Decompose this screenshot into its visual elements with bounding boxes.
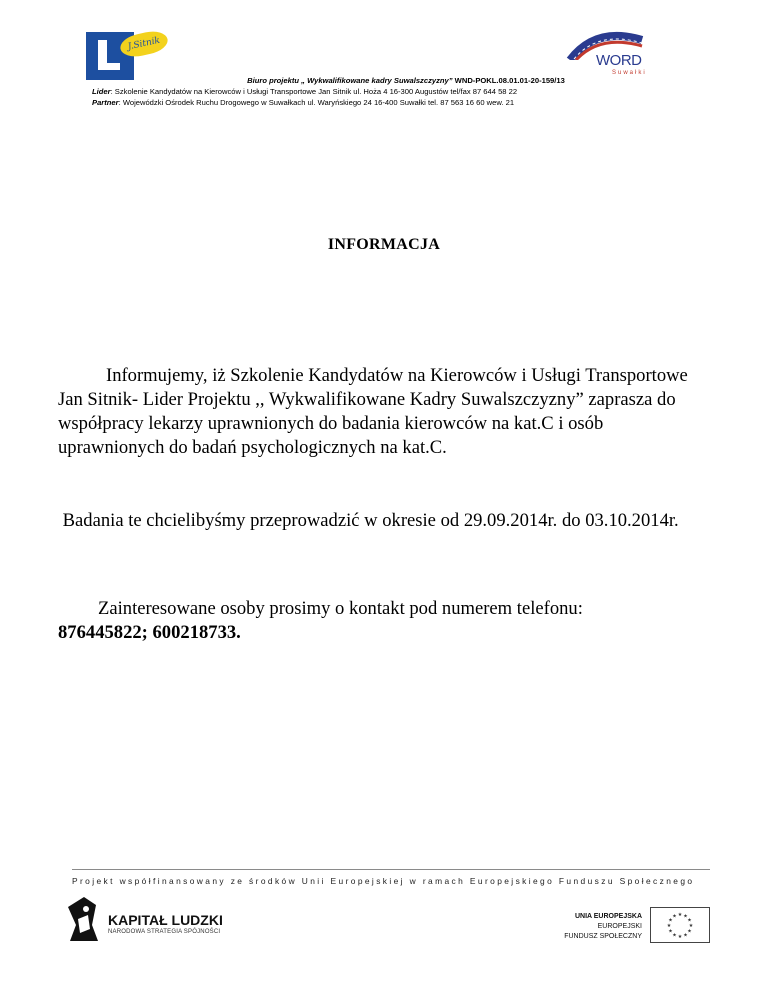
eu-star-icon: ★ [683,914,688,920]
eu-star-icon: ★ [668,929,673,935]
eu-fund-label: UNIA EUROPEJSKA EUROPEJSKI FUNDUSZ SPOŁECZNY [564,913,642,940]
eu-star-icon: ★ [677,913,683,918]
body-paragraph-contact: Zainteresowane osoby prosimy o kontakt pod numerem telefonu: 876445822; 600218733. [58,598,583,643]
eu-star-icon: ★ [677,935,683,940]
kapital-ludzki-subtitle: NARODOWA STRATEGIA SPÓJNOŚCI [108,929,221,935]
eu-star-icon: ★ [672,933,677,939]
eu-star-icon: ★ [688,924,694,929]
project-office-line: Biuro projektu „ Wykwalifikowane kadry Suwalszczyzny” WND-POKL.08.01.01-20-159/13 [247,76,565,85]
word-logo-sub: Suwałki [612,70,647,76]
word-logo [566,30,646,78]
eu-star-icon: ★ [666,924,672,929]
word-logo-text: WORD [596,52,642,69]
phone-numbers: 876445822; 600218733. [58,622,241,643]
body-paragraph-dates: Badania te chcielibyśmy przeprowadzić w okresie od 29.09.2014r. do 03.10.2014r. [62,510,679,531]
kapital-ludzki-emblem-icon [66,895,100,943]
lider-line: Lider: Szkolenie Kandydatów na Kierowców i Usługi Transportowe Jan Sitnik ul. Hoża 4 16-300 Augustów tel/fax 87 644 58 22 [92,87,518,96]
eu-star-icon: ★ [683,933,688,939]
body-paragraph-invitation: Informujemy, iż Szkolenie Kandydatów na Kierowców i Usługi Transportowe Jan Sitnik- Lider Projektu ,, Wykwalifikowane Kadry Suwalszczyzny” zaprasza do współpracy lekarzy uprawnionych do badania kierowców na kat.C i osób uprawnionych do badań psychologicznych na kat.C. [58,365,688,458]
kapital-ludzki-title: KAPITAŁ LUDZKI [108,912,223,928]
eu-star-icon: ★ [687,929,692,935]
eu-star-icon: ★ [687,918,692,924]
eu-star-icon: ★ [672,914,677,920]
footer-divider [72,869,710,870]
eu-star-icon: ★ [668,918,673,924]
partner-line: Partner: Wojewódzki Ośrodek Ruchu Drogowego w Suwałkach ul. Waryńskiego 24 16-400 Suwałki tel. 87 563 16 60 wew. 21 [92,98,515,107]
page-title: INFORMACJA [327,236,441,253]
sitnik-logo-badge: J.Sitnik [118,28,170,59]
eu-flag-icon [650,907,710,943]
cofinance-note: Projekt współfinansowany ze środków Unii Europejskiej w ramach Europejskiego Funduszu Społecznego [72,876,695,886]
